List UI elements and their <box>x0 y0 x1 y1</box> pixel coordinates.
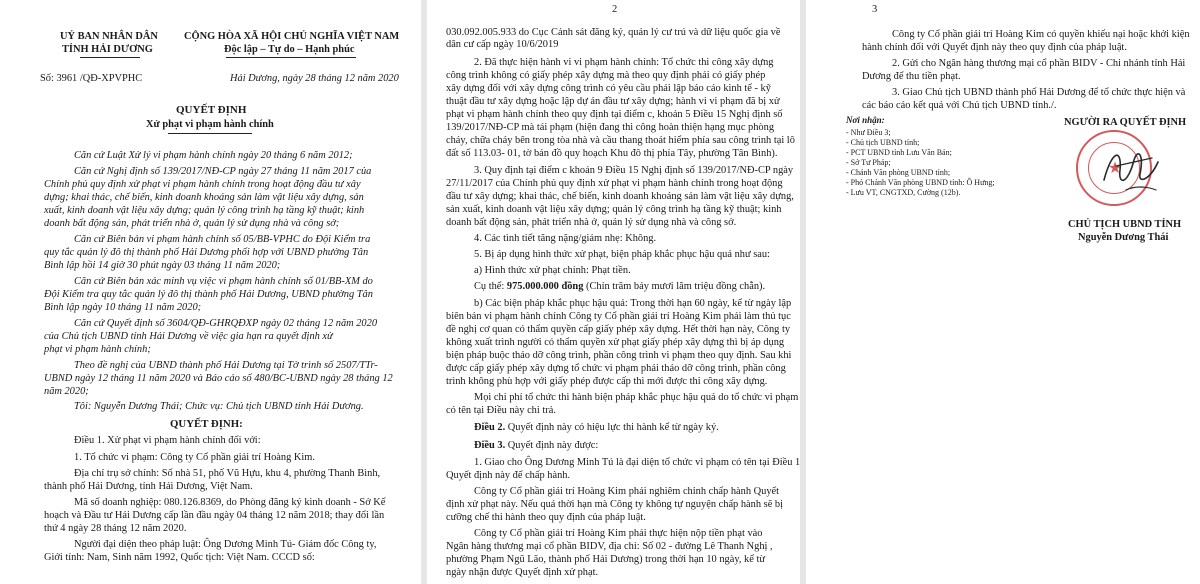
body-line: b) Các biện pháp khắc phục hậu quả: Trong thời hạn 60 ngày, kể từ ngày lập <box>474 298 792 309</box>
legal-basis-line: doanh bất động sản, phát triển nhà ở, quản lý sử dụng nhà và công sở; <box>44 218 340 229</box>
legal-basis-line: Bình lập hồi 14 giờ 30 phút ngày 03 tháng 11 năm 2020; <box>44 260 281 271</box>
body-line: Ngân hàng thương mại cổ phần BIDV, địa chỉ: Số 02 - đường Lê Thanh Nghị , <box>446 541 773 552</box>
body-line: 139/2017/NĐ-CP mà tái phạm (hiện đang thi công hoàn thiện hạng mục phòng <box>446 122 775 133</box>
body-line: phường Phạm Ngũ Lão, thành phố Hải Dương) trong thời hạn 10 ngày, kể từ <box>446 554 765 565</box>
body-line: định xử phạt này. Nếu quá thời hạn mà Công ty không tự nguyện chấp hành sẽ bị <box>446 499 783 510</box>
legal-basis-line: Đội Kiểm tra quy tắc quản lý đô thị thành phố Hải Dương, UBND phường Tân <box>44 289 373 300</box>
body-line: 2. Gửi cho Ngân hàng thương mại cổ phần BIDV - Chi nhánh tỉnh Hải <box>892 58 1186 69</box>
body-line: công trình không có giấy phép xây dựng mà theo quy định phải có giấy phép <box>446 70 766 81</box>
body-line: 5. Bị áp dụng hình thức xử phạt, biện pháp khắc phục hậu quả như sau: <box>474 249 770 260</box>
body-line: 2. Đã thực hiện hành vi vi phạm hành chính: Tổ chức thi công xây dựng <box>474 57 774 68</box>
legal-basis-line: Căn cứ Biên bản vi phạm hành chính số 05/BB-VPHC do Đội Kiểm tra <box>74 234 371 245</box>
body-line: 4. Các tình tiết tăng nặng/giảm nhẹ: Không. <box>474 233 657 244</box>
signer-name: Nguyễn Dương Thái <box>1078 232 1169 243</box>
legal-basis-line: Căn cứ Biên bản xác minh vụ việc vi phạm hành chính số 01/BB-XM do <box>74 276 373 287</box>
body-line: Điều 1. Xử phạt vi phạm hành chính đối với: <box>74 435 261 446</box>
agency-line-2: TỈNH HẢI DƯƠNG <box>62 44 153 55</box>
page-1 <box>0 0 420 584</box>
legal-basis-line: phạt vi phạm hành chính; <box>44 344 151 355</box>
body-line: Mọi chi phí tổ chức thi hành biện pháp khắc phục hậu quả do tổ chức vi phạm <box>474 392 799 403</box>
stamp-star-icon: ★ <box>1107 160 1123 177</box>
recipients-heading: Nơi nhận: <box>846 115 885 125</box>
body-line: trình không phù hợp với giấy phép được cấp thì mới được thi công xây dựng. <box>446 376 768 387</box>
body-line: 27/11/2017 của Chính phủ quy định xử phạt vi phạm hành chính trong hoạt động <box>446 178 783 189</box>
article-2-line <box>474 421 719 434</box>
body-line: Công ty Cổ phần giải trí Hoàng Kim phải nghiêm chỉnh chấp hành Quyết <box>474 486 780 497</box>
body-line: 3. Quy định tại điểm c khoản 9 Điều 15 Nghị định số 139/2017/NĐ-CP ngày <box>474 165 794 176</box>
body-line: đầu tư xây dựng; khai thác, chế biến, kinh doanh khoáng sản làm vật liệu xây dựng, <box>446 191 794 202</box>
signature-icon <box>1098 140 1168 200</box>
recipient-item: - Lưu VT, CNGTXD, Cường (12b). <box>846 188 961 197</box>
recipient-item: - Chánh Văn phòng UBND tỉnh; <box>846 168 951 177</box>
legal-basis-line: Căn cứ Nghị định số 139/2017/NĐ-CP ngày 27 tháng 11 năm 2017 của <box>74 166 372 177</box>
recipient-item: - Phó Chánh Văn phòng UBND tỉnh: Ô Hưng; <box>846 178 995 187</box>
body-line: không xuất trình người có thẩm quyền xử phạt giấy phép xây dựng thì bị áp dụng <box>446 337 785 348</box>
body-line: có tên tại Điều này chi trả. <box>446 405 556 416</box>
legal-basis-line: UBND ngày 12 tháng 11 năm 2020 và Báo cáo số 480/BC-UBND ngày 28 tháng 12 <box>44 373 393 384</box>
page-3 <box>806 0 1200 584</box>
doc-number: Số: 3961 /QĐ-XPVPHC <box>40 73 143 84</box>
page-number: 2 <box>612 4 618 15</box>
nation-underline <box>226 57 356 58</box>
legal-basis-line: năm 2020; <box>44 386 89 397</box>
legal-basis-line: Theo đề nghị của UBND thành phố Hải Dương tại Tờ trình số 2507/TTr- <box>74 360 378 371</box>
body-line: Mã số doanh nghiệp: 080.126.8369, do Phòng đăng ký kinh doanh - Sở Kế <box>74 497 386 508</box>
fine-in-words: (Chín trăm bảy mươi lăm triệu đồng chẵn). <box>583 281 766 292</box>
body-line: sản xuất, kinh doanh vật liệu xây dựng; quản lý công trình hạ tầng kỹ thuật; kinh <box>446 204 782 215</box>
body-line: hành chính đối với Quyết định này theo quy định của pháp luật. <box>862 42 1127 53</box>
body-line: a) Hình thức xử phạt chính: Phạt tiền. <box>474 265 631 276</box>
body-line: biện pháp buộc tháo dỡ công trình, phần công trình vi phạm theo quy định. Sau khi <box>446 350 792 361</box>
recipient-item: - PCT UBND tỉnh Lưu Văn Bản; <box>846 148 952 157</box>
legal-basis-line: xuất, kinh doanh vật liệu xây dựng; quản lý công trình hạ tầng kỹ thuật; kinh <box>44 205 365 216</box>
body-line: Địa chỉ trụ sở chính: Số nhà 51, phố Vũ Hựu, khu 4, phường Thanh Bình, <box>74 468 381 479</box>
fine-line <box>474 280 765 293</box>
subtitle-underline <box>168 133 252 134</box>
body-line: Người đại diện theo pháp luật: Ông Dương Minh Tú- Giám đốc Công ty, <box>74 539 377 550</box>
signer-heading: NGƯỜI RA QUYẾT ĐỊNH <box>1064 117 1187 128</box>
signer-title: CHỦ TỊCH UBND TỈNH <box>1068 219 1182 230</box>
page-2 <box>428 0 800 584</box>
place-date: Hải Dương, ngày 28 tháng 12 năm 2020 <box>230 73 399 84</box>
page-number: 3 <box>872 4 878 15</box>
body-line: thuật đầu tư xây dựng hoặc lập dự án đầu tư xây dựng; hành vi vi phạm đã bị xử <box>446 96 780 107</box>
legal-basis-line: Bình lập ngày 10 tháng 11 năm 2020; <box>44 302 202 313</box>
body-line: dân cư cấp ngày 10/6/2019 <box>446 39 559 50</box>
body-line: Quyết định này để chấp hành. <box>446 470 571 481</box>
nation-line-1: CỘNG HÒA XÃ HỘI CHỦ NGHĨA VIỆT NAM <box>184 31 400 42</box>
body-line: phạt vi phạm hành chính theo quy định tại điểm c, khoản 5 Điều 15 Nghị định số <box>446 109 783 120</box>
body-line: 1. Giao cho Ông Dương Minh Tú là đại diện tổ chức vi phạm có tên tại Điều 1 <box>474 457 800 468</box>
body-line: 3. Giao Chủ tịch UBND thành phố Hải Dương để tổ chức thực hiện và <box>892 87 1186 98</box>
body-line: doanh bất động sản, phát triển nhà ở, quản lý sử dụng nhà và công sở. <box>446 217 737 228</box>
recipient-item: - Sở Tư Pháp; <box>846 158 891 167</box>
fine-amount: 975.000.000 đồng <box>506 281 584 292</box>
legal-basis-line: Tôi: Nguyễn Dương Thái; Chức vụ: Chủ tịch UBND tỉnh Hải Dương. <box>74 401 364 412</box>
doc-title: QUYẾT ĐỊNH <box>176 104 247 116</box>
doc-subtitle: Xử phạt vi phạm hành chính <box>146 119 274 130</box>
fine-label: Cụ thể: <box>474 281 507 292</box>
article-3-text: Quyết định này được: <box>505 440 599 451</box>
recipient-item: - Như Điều 3; <box>846 128 891 137</box>
legal-basis-line: của Chủ tịch UBND tỉnh Hải Dương về việc gia hạn ra quyết định xử <box>44 331 333 342</box>
body-line: thứ 4 ngày 28 tháng 12 năm 2020. <box>44 523 187 534</box>
body-line: cháy, chữa cháy bên trong tòa nhà và cầu thang thoát hiểm phía sau công trình tại lô <box>446 135 795 146</box>
legal-basis-line: Căn cứ Quyết định số 3604/QĐ-GHRQĐXP ngày 02 tháng 12 năm 2020 <box>74 318 378 329</box>
body-line: đất số 113.03- 01, tờ bản đồ quy hoạch Khu đô thị phía Tây, phường Tân Bình). <box>446 148 778 159</box>
article-2-label: Điều 2. <box>474 422 506 433</box>
article-3-label: Điều 3. <box>474 440 506 451</box>
body-line: Giới tính: Nam, Sinh năm 1992, Quốc tịch: Việt Nam. CCCD số: <box>44 552 315 563</box>
body-line: 1. Tổ chức vi phạm: Công ty Cổ phần giải trí Hoàng Kim. <box>74 452 315 463</box>
legal-basis-line: Căn cứ Luật Xử lý vi phạm hành chính ngày 20 tháng 6 năm 2012; <box>74 150 353 161</box>
body-line: hoạch và Đầu tư Hải Dương cấp lần đầu ngày 04 tháng 12 năm 2018; thay đổi lần <box>44 510 385 521</box>
legal-basis-line: Chính phủ quy định xử phạt vi phạm hành chính trong hoạt động đầu tư xây <box>44 179 361 190</box>
body-line: thành phố Hải Dương, tỉnh Hải Dương, Việt Nam. <box>44 481 253 492</box>
body-line: biên bản vi phạm hành chính Công ty Cổ phần giải trí Hoàng Kim phải làm thủ tục <box>446 311 791 322</box>
body-line: đề nghị cơ quan có thẩm quyền cấp giấy phép xây dựng. Hết thời hạn này, Công ty <box>446 324 791 335</box>
body-line: Công ty Cổ phần giải trí Hoàng Kim có quyền khiếu nại hoặc khởi kiện <box>892 29 1190 40</box>
legal-basis-line: quy tắc quản lý đô thị thành phố Hải Dương phối hợp với UBND phường Tân <box>44 247 369 258</box>
body-line: Công ty Cổ phần giải trí Hoàng Kim phải thực hiện nộp tiền phạt vào <box>474 528 763 539</box>
article-2-text: Quyết định này có hiệu lực thi hành kể từ ngày ký. <box>505 422 719 433</box>
body-line: cưỡng chế thi hành theo quy định của pháp luật. <box>446 512 646 523</box>
recipient-item: - Chủ tịch UBND tỉnh; <box>846 138 920 147</box>
body-line: các báo cáo kết quả với Chủ tịch UBND tỉnh./. <box>862 100 1057 111</box>
body-line: 030.092.005.933 do Cục Cảnh sát đăng ký, quản lý cư trú và dữ liệu quốc gia về <box>446 27 781 38</box>
nation-line-2: Độc lập – Tự do – Hạnh phúc <box>224 44 355 55</box>
decision-heading: QUYẾT ĐỊNH: <box>170 418 243 430</box>
page-separator <box>421 0 427 584</box>
article-3-line <box>474 439 598 452</box>
body-line: xây dựng đối với xây dựng công trình có yêu cầu phải lập báo cáo kinh tế - kỹ <box>446 83 771 94</box>
agency-underline <box>80 57 140 58</box>
agency-line-1: UỶ BAN NHÂN DÂN <box>60 31 158 42</box>
legal-basis-line: dựng; khai thác, chế biến, kinh doanh khoáng sản làm vật liệu xây dựng, sản <box>44 192 364 203</box>
body-line: ngày nhận được Quyết định xử phạt. <box>446 567 599 578</box>
body-line: được cấp giấy phép xây dựng tổ chức vi phạm phải tháo dỡ công trình, phần công <box>446 363 786 374</box>
body-line: Dương để thu tiền phạt. <box>862 71 961 82</box>
